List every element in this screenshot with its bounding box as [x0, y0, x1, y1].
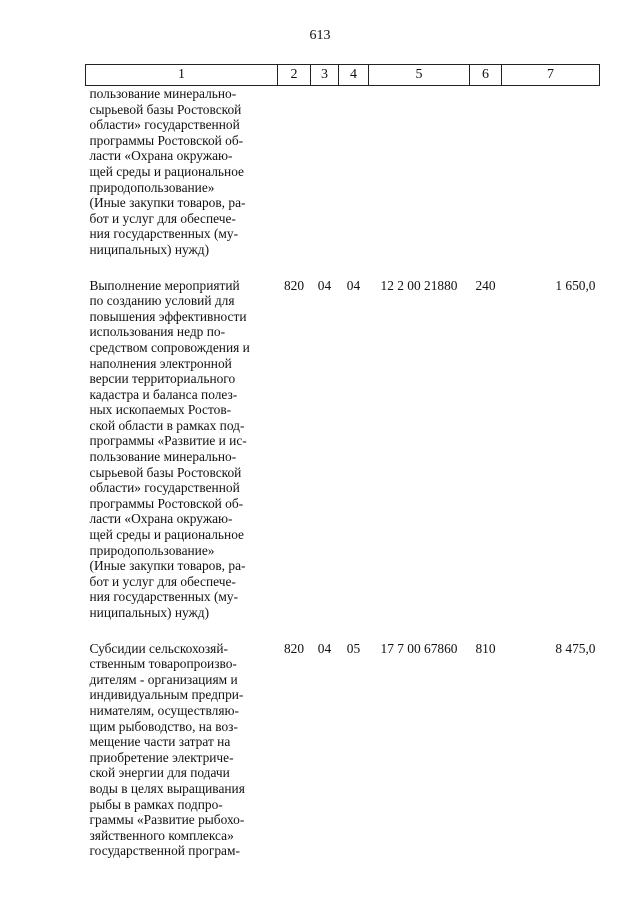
description-line: ласти «Охрана окружаю-	[89, 148, 233, 164]
table-row	[86, 278, 600, 641]
description-line: ниципальных) нужд)	[89, 605, 210, 620]
description-line: ской области в рамках под-	[89, 417, 245, 433]
cell-amount: 1 650,0	[555, 277, 596, 293]
header-col-1: 1	[86, 65, 278, 86]
cell-subsection: 04	[346, 277, 361, 293]
cell-amount: 8 475,0	[555, 640, 596, 656]
description-line: граммы «Развитие рыбохо-	[89, 812, 245, 828]
table-row	[86, 641, 600, 879]
description-line: сырьевой базы Ростовской	[89, 101, 242, 117]
cell-section	[311, 86, 339, 278]
description-line: природопользование»	[89, 179, 215, 195]
cell-target-article	[369, 86, 470, 278]
description-line: версии территориального	[89, 371, 236, 387]
description-line: щей среды и рациональное	[89, 163, 244, 179]
description-line: программы «Развитие и ис-	[89, 433, 247, 449]
cell-ministry-code: 820	[283, 640, 305, 656]
description-line: (Иные закупки товаров, ра-	[89, 195, 246, 211]
description-line: повышения эффективности	[89, 308, 247, 324]
description-line: пользование минерально-	[89, 86, 237, 101]
description-line: мещение части затрат на	[89, 734, 231, 750]
cell-section: 04	[317, 640, 332, 656]
description-line: пользование минерально-	[89, 449, 237, 465]
header-col-3: 3	[311, 65, 339, 86]
description-line: ственным товаропроизво-	[89, 656, 237, 672]
description-line: ных ископаемых Ростов-	[89, 402, 232, 418]
description-line: области» государственной	[89, 480, 240, 496]
cell-expense-type: 810	[475, 640, 496, 656]
description-line: сырьевой базы Ростовской	[89, 464, 242, 480]
header-row	[86, 65, 600, 86]
description-line: Выполнение мероприятий	[89, 277, 240, 293]
description-line: ния государственных (му-	[89, 589, 239, 605]
header-col-4: 4	[339, 65, 369, 86]
table-row	[86, 86, 600, 278]
cell-subsection	[339, 86, 369, 278]
description-line: бот и услуг для обеспече-	[89, 210, 236, 226]
description-line: природопользование»	[89, 542, 215, 558]
description-line: государственной програм-	[89, 843, 240, 859]
description-line: наполнения электронной	[89, 355, 232, 371]
header-col-5: 5	[369, 65, 470, 86]
cell-section: 04	[317, 277, 332, 293]
cell-expense-type	[470, 86, 502, 278]
header-col-2: 2	[278, 65, 311, 86]
table-body	[86, 86, 600, 879]
budget-table	[85, 64, 600, 879]
cell-subsection: 05	[346, 640, 361, 656]
description-line: нимателям, осуществляю-	[89, 702, 239, 718]
table-header	[86, 65, 600, 86]
description-line: использования недр по-	[89, 324, 226, 340]
description-line: рыбы в рамках подпро-	[89, 796, 223, 812]
cell-target-article: 12 2 00 21880	[380, 277, 458, 293]
page-number: 613	[309, 28, 331, 43]
cell-ministry-code: 820	[283, 277, 305, 293]
row-description	[86, 86, 278, 278]
cell-expense-type: 240	[475, 277, 496, 293]
cell-target-article: 17 7 00 67860	[380, 640, 458, 656]
description-line: ской энергии для подачи	[89, 765, 230, 781]
header-col-6: 6	[470, 65, 502, 86]
description-line: дителям - организациям и	[89, 671, 238, 687]
description-line: ниципальных) нужд)	[89, 241, 210, 257]
description-line: приобретение электриче-	[89, 749, 234, 765]
description-line: Субсидии сельскохозяй-	[89, 640, 228, 656]
row-description	[86, 278, 278, 641]
cell-amount	[502, 86, 600, 278]
description-line: области» государственной	[89, 117, 240, 133]
header-col-7: 7	[502, 65, 600, 86]
description-line: щей среды и рациональное	[89, 527, 244, 543]
description-line: индивидуальным предпри-	[89, 687, 244, 703]
description-line: бот и услуг для обеспече-	[89, 573, 236, 589]
row-description	[86, 641, 278, 879]
description-line: кадастра и баланса полез-	[89, 386, 238, 402]
description-line: программы Ростовской об-	[89, 495, 244, 511]
description-line: воды в целях выращивания	[89, 780, 245, 796]
cell-ministry-code	[278, 86, 311, 278]
description-line: (Иные закупки товаров, ра-	[89, 558, 246, 574]
description-line: программы Ростовской об-	[89, 132, 244, 148]
description-line: средством сопровождения и	[89, 339, 250, 355]
description-line: ласти «Охрана окружаю-	[89, 511, 233, 527]
description-line: щим рыбоводство, на воз-	[89, 718, 238, 734]
description-line: ния государственных (му-	[89, 226, 239, 242]
description-line: по созданию условий для	[89, 293, 235, 309]
description-line: зяйственного комплекса»	[89, 827, 234, 843]
